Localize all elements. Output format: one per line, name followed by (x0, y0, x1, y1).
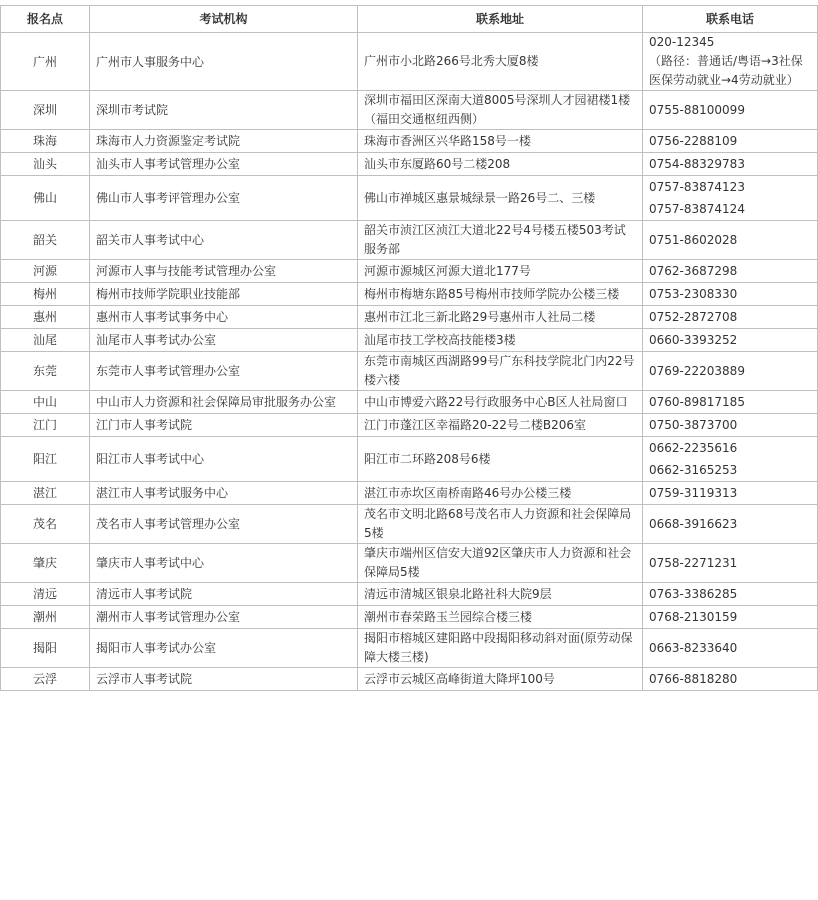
address-cell: 湛江市赤坎区南桥南路46号办公楼三楼 (358, 482, 643, 505)
point-cell: 湛江 (1, 482, 90, 505)
header-phone: 联系电话 (643, 6, 818, 33)
address-cell: 河源市源城区河源大道北177号 (358, 260, 643, 283)
org-cell: 茂名市人事考试管理办公室 (90, 505, 358, 544)
point-cell: 东莞 (1, 352, 90, 391)
address-cell: 佛山市禅城区惠景城绿景一路26号二、三楼 (358, 176, 643, 221)
phone-cell: 0754-88329783 (643, 153, 818, 176)
phone-cell: 0755-88100099 (643, 91, 818, 130)
exam-office-table (0, 5, 818, 691)
address-cell: 珠海市香洲区兴华路158号一楼 (358, 130, 643, 153)
org-cell: 揭阳市人事考试办公室 (90, 629, 358, 668)
phone-cell: 0762-3687298 (643, 260, 818, 283)
address-cell: 汕头市东厦路60号二楼208 (358, 153, 643, 176)
table-row (1, 437, 818, 482)
org-cell: 肇庆市人事考试中心 (90, 544, 358, 583)
address-cell: 茂名市文明北路68号茂名市人力资源和社会保障局5楼 (358, 505, 643, 544)
phone-cell: 0750-3873700 (643, 414, 818, 437)
table-row (1, 260, 818, 283)
address-cell: 中山市博爱六路22号行政服务中心B区人社局窗口 (358, 391, 643, 414)
org-cell: 中山市人力资源和社会保障局审批服务办公室 (90, 391, 358, 414)
table-row (1, 153, 818, 176)
address-cell: 揭阳市榕城区建阳路中段揭阳移动斜对面(原劳动保障大楼三楼) (358, 629, 643, 668)
org-cell: 潮州市人事考试管理办公室 (90, 606, 358, 629)
point-cell: 珠海 (1, 130, 90, 153)
point-cell: 清远 (1, 583, 90, 606)
table-row (1, 482, 818, 505)
org-cell: 广州市人事服务中心 (90, 33, 358, 91)
phone-cell: 0663-8233640 (643, 629, 818, 668)
address-cell: 云浮市云城区高峰街道大降坪100号 (358, 668, 643, 691)
point-cell: 肇庆 (1, 544, 90, 583)
header-point: 报名点 (1, 6, 90, 33)
org-cell: 江门市人事考试院 (90, 414, 358, 437)
phone-cell: 0760-89817185 (643, 391, 818, 414)
org-cell: 东莞市人事考试管理办公室 (90, 352, 358, 391)
address-cell: 潮州市春荣路玉兰园综合楼三楼 (358, 606, 643, 629)
point-cell: 汕头 (1, 153, 90, 176)
table-row (1, 544, 818, 583)
point-cell: 云浮 (1, 668, 90, 691)
table-row (1, 505, 818, 544)
org-cell: 梅州市技师学院职业技能部 (90, 283, 358, 306)
table-row (1, 629, 818, 668)
phone-cell: 0660-3393252 (643, 329, 818, 352)
table-row (1, 668, 818, 691)
phone-cell: 0759-3119313 (643, 482, 818, 505)
table-row (1, 221, 818, 260)
table-row (1, 306, 818, 329)
table-row (1, 606, 818, 629)
header-org: 考试机构 (90, 6, 358, 33)
table-header-row (1, 6, 818, 33)
point-cell: 揭阳 (1, 629, 90, 668)
address-cell: 广州市小北路266号北秀大厦8楼 (358, 33, 643, 91)
point-cell: 中山 (1, 391, 90, 414)
org-cell: 韶关市人事考试中心 (90, 221, 358, 260)
phone-cell: 0766-8818280 (643, 668, 818, 691)
address-cell: 东莞市南城区西湖路99号广东科技学院北门内22号楼六楼 (358, 352, 643, 391)
table-row (1, 583, 818, 606)
table-row (1, 283, 818, 306)
org-cell: 河源市人事与技能考试管理办公室 (90, 260, 358, 283)
address-cell: 惠州市江北三新北路29号惠州市人社局二楼 (358, 306, 643, 329)
address-cell: 江门市蓬江区幸福路20-22号二楼B206室 (358, 414, 643, 437)
table-row (1, 352, 818, 391)
org-cell: 珠海市人力资源鉴定考试院 (90, 130, 358, 153)
point-cell: 深圳 (1, 91, 90, 130)
phone-cell: 0662-2235616 0662-3165253 (643, 437, 818, 482)
org-cell: 汕头市人事考试管理办公室 (90, 153, 358, 176)
table-row (1, 391, 818, 414)
address-cell: 梅州市梅塘东路85号梅州市技师学院办公楼三楼 (358, 283, 643, 306)
address-cell: 阳江市二环路208号6楼 (358, 437, 643, 482)
point-cell: 茂名 (1, 505, 90, 544)
org-cell: 清远市人事考试院 (90, 583, 358, 606)
org-cell: 佛山市人事考评管理办公室 (90, 176, 358, 221)
point-cell: 佛山 (1, 176, 90, 221)
point-cell: 梅州 (1, 283, 90, 306)
org-cell: 云浮市人事考试院 (90, 668, 358, 691)
point-cell: 广州 (1, 33, 90, 91)
table-row (1, 91, 818, 130)
table-row (1, 130, 818, 153)
table-row (1, 176, 818, 221)
org-cell: 阳江市人事考试中心 (90, 437, 358, 482)
table-row (1, 329, 818, 352)
org-cell: 深圳市考试院 (90, 91, 358, 130)
point-cell: 河源 (1, 260, 90, 283)
address-cell: 深圳市福田区深南大道8005号深圳人才园裙楼1楼（福田交通枢纽西侧） (358, 91, 643, 130)
phone-cell: 0753-2308330 (643, 283, 818, 306)
phone-cell: 0763-3386285 (643, 583, 818, 606)
phone-cell: 0768-2130159 (643, 606, 818, 629)
point-cell: 韶关 (1, 221, 90, 260)
header-address: 联系地址 (358, 6, 643, 33)
phone-cell: 0752-2872708 (643, 306, 818, 329)
org-cell: 湛江市人事考试服务中心 (90, 482, 358, 505)
table-row (1, 414, 818, 437)
phone-cell: 0769-22203889 (643, 352, 818, 391)
phone-cell: 0751-8602028 (643, 221, 818, 260)
phone-cell: 0756-2288109 (643, 130, 818, 153)
point-cell: 阳江 (1, 437, 90, 482)
address-cell: 韶关市浈江区浈江大道北22号4号楼五楼503考试服务部 (358, 221, 643, 260)
address-cell: 肇庆市端州区信安大道92区肇庆市人力资源和社会保障局5楼 (358, 544, 643, 583)
org-cell: 惠州市人事考试事务中心 (90, 306, 358, 329)
point-cell: 汕尾 (1, 329, 90, 352)
org-cell: 汕尾市人事考试办公室 (90, 329, 358, 352)
phone-cell: 0758-2271231 (643, 544, 818, 583)
point-cell: 惠州 (1, 306, 90, 329)
phone-cell: 020-12345 （路径：普通话/粤语→3社保医保劳动就业→4劳动就业） (643, 33, 818, 91)
phone-cell: 0668-3916623 (643, 505, 818, 544)
phone-cell: 0757-83874123 0757-83874124 (643, 176, 818, 221)
point-cell: 潮州 (1, 606, 90, 629)
table-row (1, 33, 818, 91)
address-cell: 清远市清城区银泉北路社科大院9层 (358, 583, 643, 606)
point-cell: 江门 (1, 414, 90, 437)
address-cell: 汕尾市技工学校高技能楼3楼 (358, 329, 643, 352)
